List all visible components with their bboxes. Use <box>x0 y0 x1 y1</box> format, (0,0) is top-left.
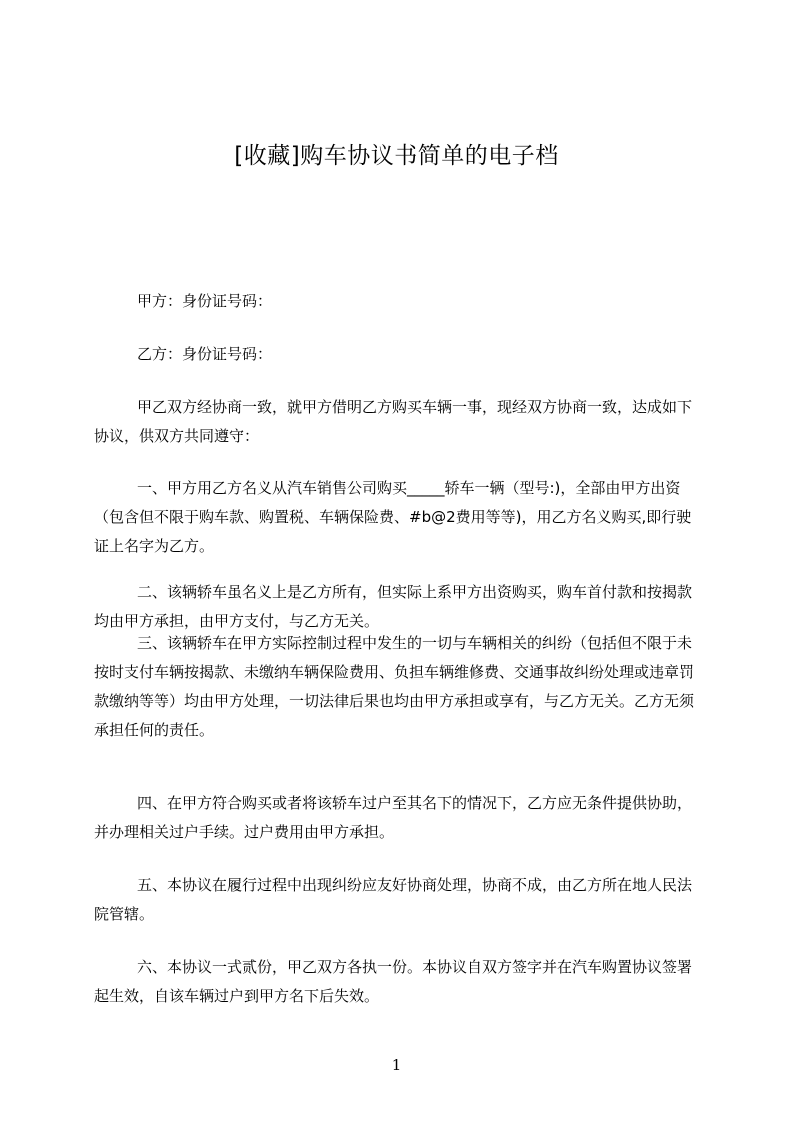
clause-1: 一、甲方用乙方名义从汽车销售公司购买_____轿车一辆（型号:)，全部由甲方出资（包含但不限于购车款、购置税、车辆保险费、#b@2费用等等)，用乙方名义购买,即行驶证上名字为乙方。 <box>94 479 692 555</box>
clause-2: 二、该辆轿车虽名义上是乙方所有，但实际上系甲方出资购买，购车首付款和按揭款均由甲方承担，由甲方支付，与乙方无关。 <box>94 583 693 630</box>
party-b-line: 乙方：身份证号码： <box>137 345 273 363</box>
clause-6: 六、本协议一式贰份，甲乙双方各执一份。本协议自双方签字并在汽车购置协议签署起生效，自该车辆过户到甲方名下后失效。 <box>94 958 693 1005</box>
clause-5: 五、本协议在履行过程中出现纠纷应友好协商处理，协商不成，由乙方所在地人民法院管辖。 <box>94 876 693 923</box>
party-a-line: 甲方：身份证号码： <box>137 292 273 310</box>
clause-4: 四、在甲方符合购买或者将该轿车过户至其名下的情况下，乙方应无条件提供协助，并办理相关过户手续。过户费用由甲方承担。 <box>94 794 693 841</box>
clause-3: 三、该辆轿车在甲方实际控制过程中发生的一切与车辆相关的纠纷（包括但不限于未按时支付车辆按揭款、未缴纳车辆保险费用、负担车辆维修费、交通事故纠纷处理或违章罚款缴纳等等）均由甲方处理，一切法律后果也均由甲方承担或享有，与乙方无关。乙方无须承担任何的责任。 <box>94 634 695 739</box>
document-title: [收藏]购车协议书简单的电子档 <box>234 143 559 169</box>
page-number: 1 <box>391 1056 402 1074</box>
intro-paragraph: 甲乙双方经协商一致，就甲方借明乙方购买车辆一事，现经双方协商一致，达成如下协议，供双方共同遵守： <box>94 398 693 445</box>
